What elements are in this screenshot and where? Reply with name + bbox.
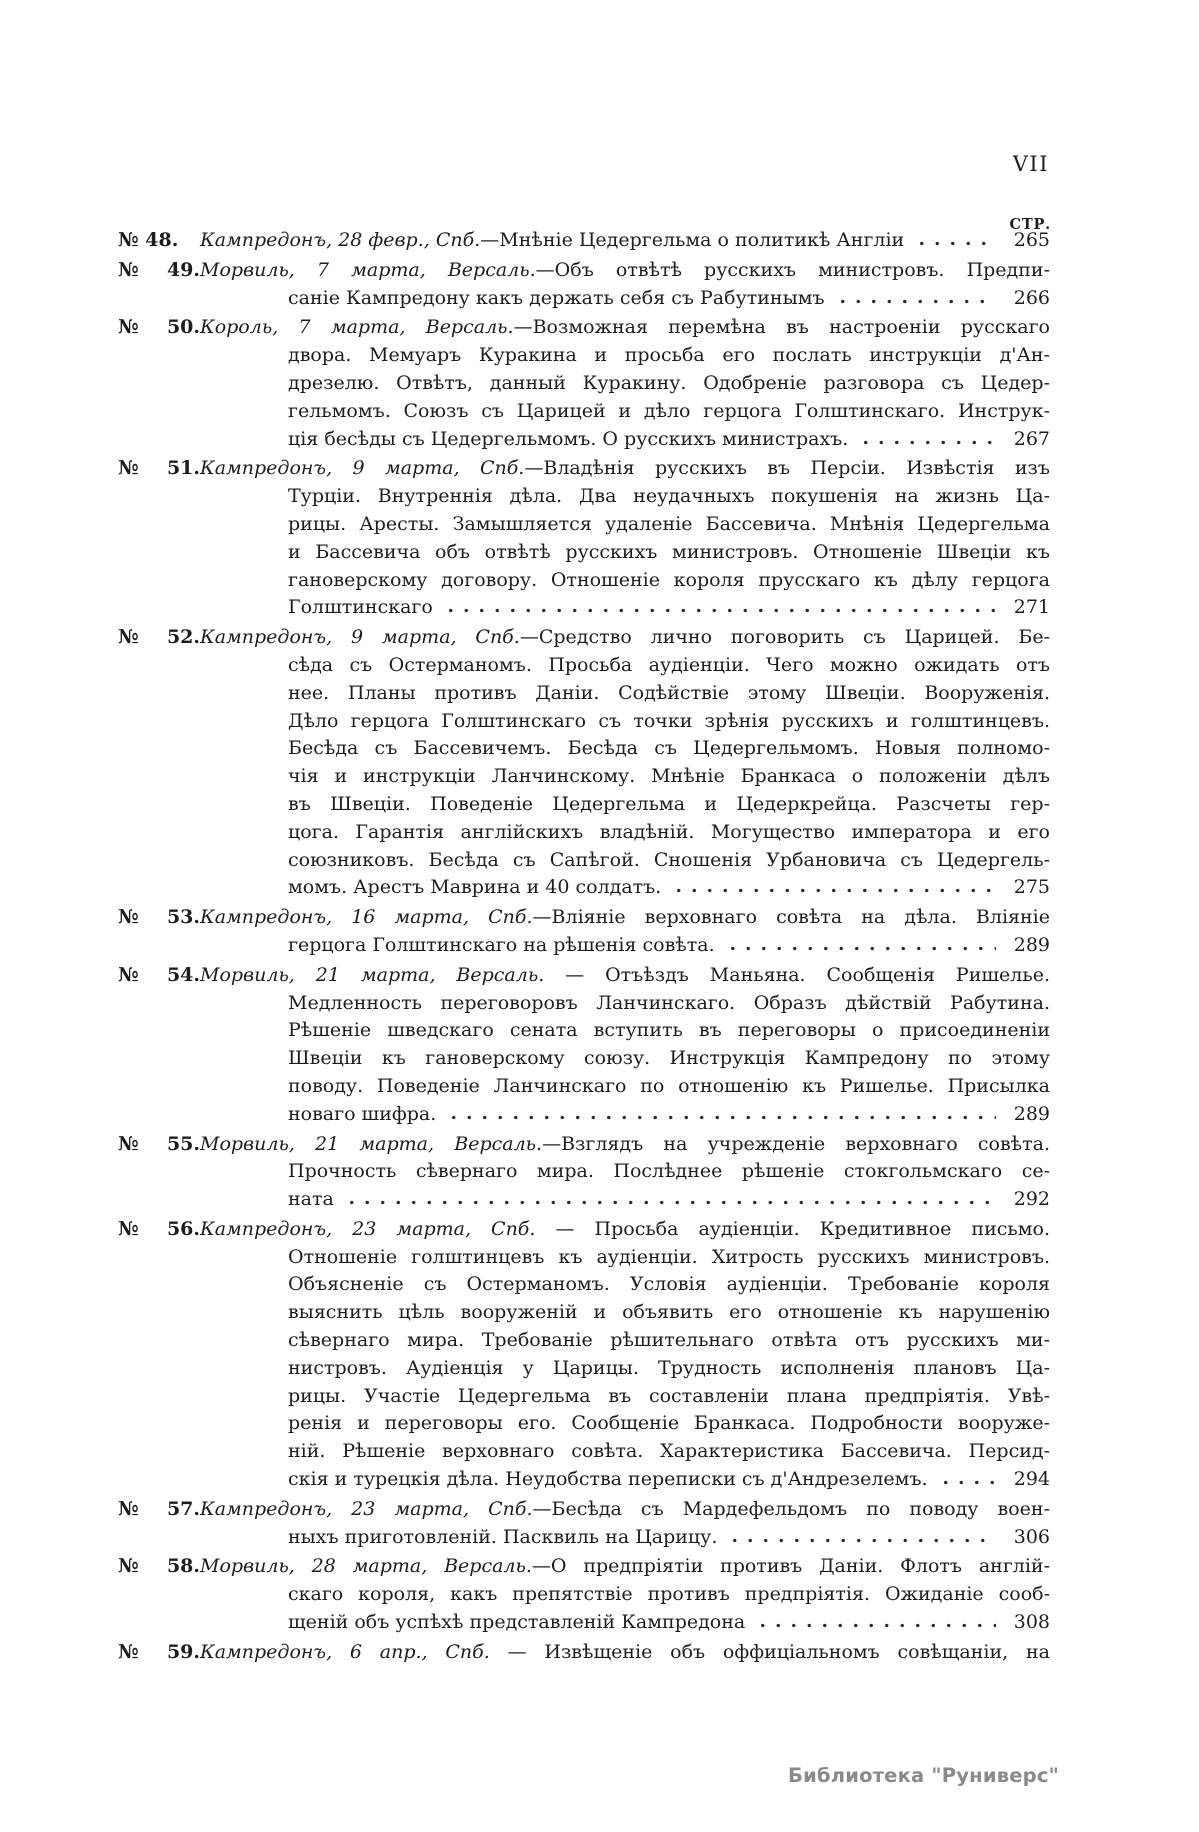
toc-entry <box>118 962 1050 1129</box>
entry-text: герцога Голштинскаго на рѣшенія совѣта. <box>288 933 715 956</box>
toc-entry-line: Объясненіе съ Остерманомъ. Условія аудіенціи. Требованіе короля <box>288 1273 1050 1296</box>
toc-entry-line: двора. Мемуаръ Куракина и просьба его послать инструкціи д'Ан- <box>288 344 1050 367</box>
toc-entry-last-line <box>118 1466 1050 1494</box>
toc-entry-line: рицы. Аресты. Замышляется удаленіе Бассевича. Мнѣнія Цедергельма <box>288 512 1050 535</box>
entry-text: —Бесѣда съ Мардефельдомъ по поводу воен- <box>532 1497 1050 1520</box>
entry-text: ныхъ приготовленій. Пасквиль на Царицу. <box>288 1525 718 1548</box>
entry-heading: Кампредонъ, 28 февр., Спб. <box>200 229 481 251</box>
toc-entry-first-line <box>118 257 1050 285</box>
entry-text: щеній объ успѣхѣ представленій Кампредона <box>288 1611 746 1634</box>
toc-entry-line: Отношеніе голштинцевъ къ аудіенціи. Хитрость русскихъ министровъ. <box>288 1245 1050 1268</box>
toc-entry-last-line <box>118 285 1050 313</box>
entry-number: № 50. <box>118 316 200 339</box>
page-number: 289 <box>1013 933 1050 956</box>
toc-entry <box>118 624 1050 902</box>
library-watermark: Библиотека "Руниверс" <box>788 1764 1059 1787</box>
toc-entry-line: и Бассевича объ отвѣтѣ русскихъ министровъ. Отношеніе Швеціи къ <box>288 540 1050 563</box>
toc-entry <box>118 904 1050 960</box>
dot-leader <box>344 1200 996 1205</box>
entry-text: —О предпріятіи противъ Даніи. Флотъ англій- <box>531 1555 1050 1578</box>
entry-number: № 48. <box>118 229 179 251</box>
entry-text: ція бесѣды съ Цедергельмомъ. О русскихъ министрахъ. <box>288 427 849 450</box>
toc-entry-first-line <box>118 624 1050 652</box>
page-column-header: СТР. <box>1009 216 1051 233</box>
toc-entry <box>118 1639 1050 1667</box>
toc-entry-last-line <box>118 1101 1050 1129</box>
dot-leader <box>938 1480 996 1485</box>
page-number: 306 <box>1013 1525 1050 1548</box>
entry-heading: Морвиль, 21 марта, Версаль. <box>200 963 545 986</box>
toc-entry-line: гельмомъ. Союзъ съ Царицей и дѣло герцога Голштинскаго. Инструк- <box>288 399 1050 422</box>
entry-heading: Морвиль, 28 марта, Версаль. <box>200 1555 532 1578</box>
entry-number: № 59. <box>118 1640 200 1663</box>
toc-entry-line: скаго короля, какъ препятствіе противъ предпріятія. Ожиданіе сооб- <box>288 1583 1050 1606</box>
entry-number: № 58. <box>118 1555 200 1578</box>
dot-leader <box>446 1115 996 1120</box>
entry-text: новаго шифра. <box>288 1102 437 1125</box>
page-number: 267 <box>1013 427 1050 450</box>
toc-entry-first-line <box>118 962 1050 990</box>
toc-entry-first-line <box>118 455 1050 483</box>
toc-entry-last-line <box>118 1524 1050 1552</box>
toc-entry-line: Прочность сѣвернаго мира. Послѣднее рѣшеніе стокгольмскаго се- <box>288 1160 1050 1183</box>
toc-entry-last-line <box>118 932 1050 960</box>
entry-number: № 53. <box>118 906 200 929</box>
toc-entries <box>118 227 1050 1669</box>
entry-heading: Кампредонъ, 23 марта, Спб. <box>200 1217 536 1240</box>
entry-text: саніе Кампредону какъ держать себя съ Рабутинымъ <box>288 286 825 309</box>
toc-entry <box>118 257 1050 313</box>
page-folio: VII <box>1012 152 1049 176</box>
toc-entry-last-line <box>118 1186 1050 1214</box>
entry-text: —Объ отвѣтѣ русскихъ министровъ. Предпи- <box>535 258 1050 281</box>
toc-entry-line: Дѣло герцога Голштинскаго съ точки зрѣнія русскихъ и голштинцевъ. <box>288 709 1050 732</box>
dot-leader <box>725 946 996 951</box>
toc-entry-line: цога. Гарантія англійскихъ владѣній. Могущество императора и его <box>288 820 1050 843</box>
toc-entry <box>118 455 1050 622</box>
toc-entry-line: сѣвернаго мира. Требованіе рѣшительнаго отвѣта отъ русскихъ ми- <box>288 1329 1050 1352</box>
entry-number: № 52. <box>118 626 200 649</box>
toc-entry-line: ренія и переговоры его. Сообщеніе Бранкаса. Подробности вооруже- <box>288 1412 1050 1435</box>
dot-leader <box>671 888 996 893</box>
entry-text: —Взглядъ на учрежденіе верховнаго совѣта. <box>542 1132 1050 1155</box>
page-number: 275 <box>1013 876 1050 899</box>
toc-entry-line: рицы. Участіе Цедергельма въ составленіи плана предпріятія. Увѣ- <box>288 1384 1050 1407</box>
entry-heading: Кампредонъ, 9 марта, Спб. <box>200 626 520 649</box>
toc-entry-line: дрезелю. Отвѣтъ, данный Куракину. Одобреніе разговора съ Цедер- <box>288 371 1050 394</box>
entry-text: —Возможная перемѣна въ настроеніи русскаго <box>513 316 1050 339</box>
toc-entry-first-line <box>118 314 1050 342</box>
toc-entry-line: ній. Рѣшеніе верховнаго совѣта. Характеристика Бассевича. Персид- <box>288 1440 1050 1463</box>
entry-heading: Морвиль, 21 марта, Версаль. <box>200 1132 543 1155</box>
toc-entry-first-line <box>118 1216 1050 1244</box>
toc-entry-first-line <box>118 1553 1050 1581</box>
page-number: 289 <box>1013 1102 1050 1125</box>
toc-entry-line: союзниковъ. Бесѣда съ Сапѣгой. Сношенія Урбановича съ Цедергель- <box>288 848 1050 871</box>
toc-entry-first-line <box>118 904 1050 932</box>
entry-text: —Владѣнія русскихъ въ Персіи. Извѣстія изъ <box>524 457 1050 480</box>
toc-entry <box>118 1496 1050 1552</box>
dot-leader <box>835 299 996 304</box>
entry-text: Голштинскаго <box>288 596 433 619</box>
page-number: 294 <box>1013 1468 1050 1491</box>
toc-entry-line: въ Швеціи. Поведеніе Цедергельма и Цедеркрейца. Разсчеты гер- <box>288 792 1050 815</box>
toc-entry-line: поводу. Поведеніе Ланчинскаго по отношенію къ Ришелье. Присылка <box>288 1074 1050 1097</box>
entry-number: № 54. <box>118 963 200 986</box>
entry-number: № 51. <box>118 457 200 480</box>
dot-leader <box>727 1538 996 1543</box>
entry-text: ната <box>288 1188 334 1211</box>
entry-text: — Просьба аудіенціи. Кредитивное письмо. <box>535 1217 1050 1240</box>
entry-number: № 55. <box>118 1132 200 1155</box>
toc-entry-line: нистровъ. Аудіенція у Царицы. Трудность исполненія плановъ Ца- <box>288 1356 1050 1379</box>
toc-entry-line: гановерскому договору. Отношеніе короля прусскаго къ дѣлу герцога <box>288 568 1050 591</box>
entry-text: —Вліяніе верховнаго совѣта на дѣла. Вліяніе <box>532 906 1050 929</box>
toc-entry-line: сѣда съ Остерманомъ. Просьба аудіенціи. Чего можно ожидать отъ <box>288 653 1050 676</box>
dot-leader <box>443 608 996 613</box>
entry-text: момъ. Арестъ Маврина и 40 солдатъ. <box>288 876 662 899</box>
entry-number: № 56. <box>118 1217 200 1240</box>
page-number: 308 <box>1013 1611 1050 1634</box>
dot-leader <box>858 440 996 445</box>
toc-entry-line: Рѣшеніе шведскаго сената вступить въ переговоры о присоединеніи <box>288 1019 1050 1042</box>
toc-entry <box>118 227 1050 255</box>
entry-number: № 57. <box>118 1497 200 1520</box>
toc-entry-first-line <box>118 227 1050 255</box>
toc-entry-line: Турціи. Внутреннія дѣла. Два неудачныхъ покушенія на жизнь Ца- <box>288 485 1050 508</box>
toc-entry-last-line <box>118 594 1050 622</box>
entry-number: № 49. <box>118 258 200 281</box>
toc-entry-line: Бесѣда съ Бассевичемъ. Бесѣда съ Цедергельмомъ. Новыя полномо- <box>288 737 1050 760</box>
dot-leader <box>755 1623 996 1628</box>
entry-text: — Извѣщеніе объ оффиціальномъ совѣщаніи, на <box>489 1640 1050 1663</box>
toc-entry <box>118 1131 1050 1214</box>
toc-entry <box>118 1553 1050 1636</box>
toc-entry-last-line <box>118 874 1050 902</box>
page-number: 271 <box>1013 596 1050 619</box>
toc-entry-first-line <box>118 1639 1050 1667</box>
dot-leader <box>914 241 996 246</box>
entry-text: — Отъѣздъ Маньяна. Сообщенія Ришелье. <box>544 963 1050 986</box>
page-number: 292 <box>1013 1188 1050 1211</box>
toc-entry-line: чія и инструкціи Ланчинскому. Мнѣніе Бранкаса о положеніи дѣлъ <box>288 765 1050 788</box>
entry-heading: Кампредонъ, 16 марта, Спб. <box>200 906 533 929</box>
page-number: 265 <box>1013 229 1050 251</box>
toc-entry-last-line <box>118 1609 1050 1637</box>
entry-heading: Морвиль, 7 марта, Версаль. <box>200 258 536 281</box>
page-number: 266 <box>1013 286 1050 309</box>
entry-text: скія и турецкія дѣла. Неудобства переписки съ д'Андрезелемъ. <box>288 1468 928 1491</box>
entry-heading: Король, 7 марта, Версаль. <box>200 316 514 339</box>
toc-entry-first-line <box>118 1131 1050 1159</box>
toc-entry-first-line <box>118 1496 1050 1524</box>
toc-entry-last-line <box>118 426 1050 454</box>
entry-text: —Средство лично поговорить съ Царицей. Бе- <box>519 626 1050 649</box>
entry-text: —Мнѣніе Цедергельма о политикѣ Англіи <box>480 229 905 251</box>
entry-heading: Кампредонъ, 23 марта, Спб. <box>200 1497 533 1520</box>
toc-entry <box>118 314 1050 453</box>
entry-heading: Кампредонъ, 9 марта, Спб. <box>200 457 525 480</box>
toc-entry-line: Медленность переговоровъ Ланчинскаго. Образъ дѣйствій Рабутина. <box>288 991 1050 1014</box>
toc-entry-line: Швеціи къ гановерскому союзу. Инструкція Кампредону по этому <box>288 1047 1050 1070</box>
toc-entry <box>118 1216 1050 1494</box>
toc-entry-line: выяснить цѣль вооруженій и объявить его отношеніе къ нарушенію <box>288 1301 1050 1324</box>
toc-entry-line: нее. Планы противъ Даніи. Содѣйствіе этому Швеціи. Вооруженія. <box>288 681 1050 704</box>
entry-heading: Кампредонъ, 6 апр., Спб. <box>200 1640 490 1663</box>
